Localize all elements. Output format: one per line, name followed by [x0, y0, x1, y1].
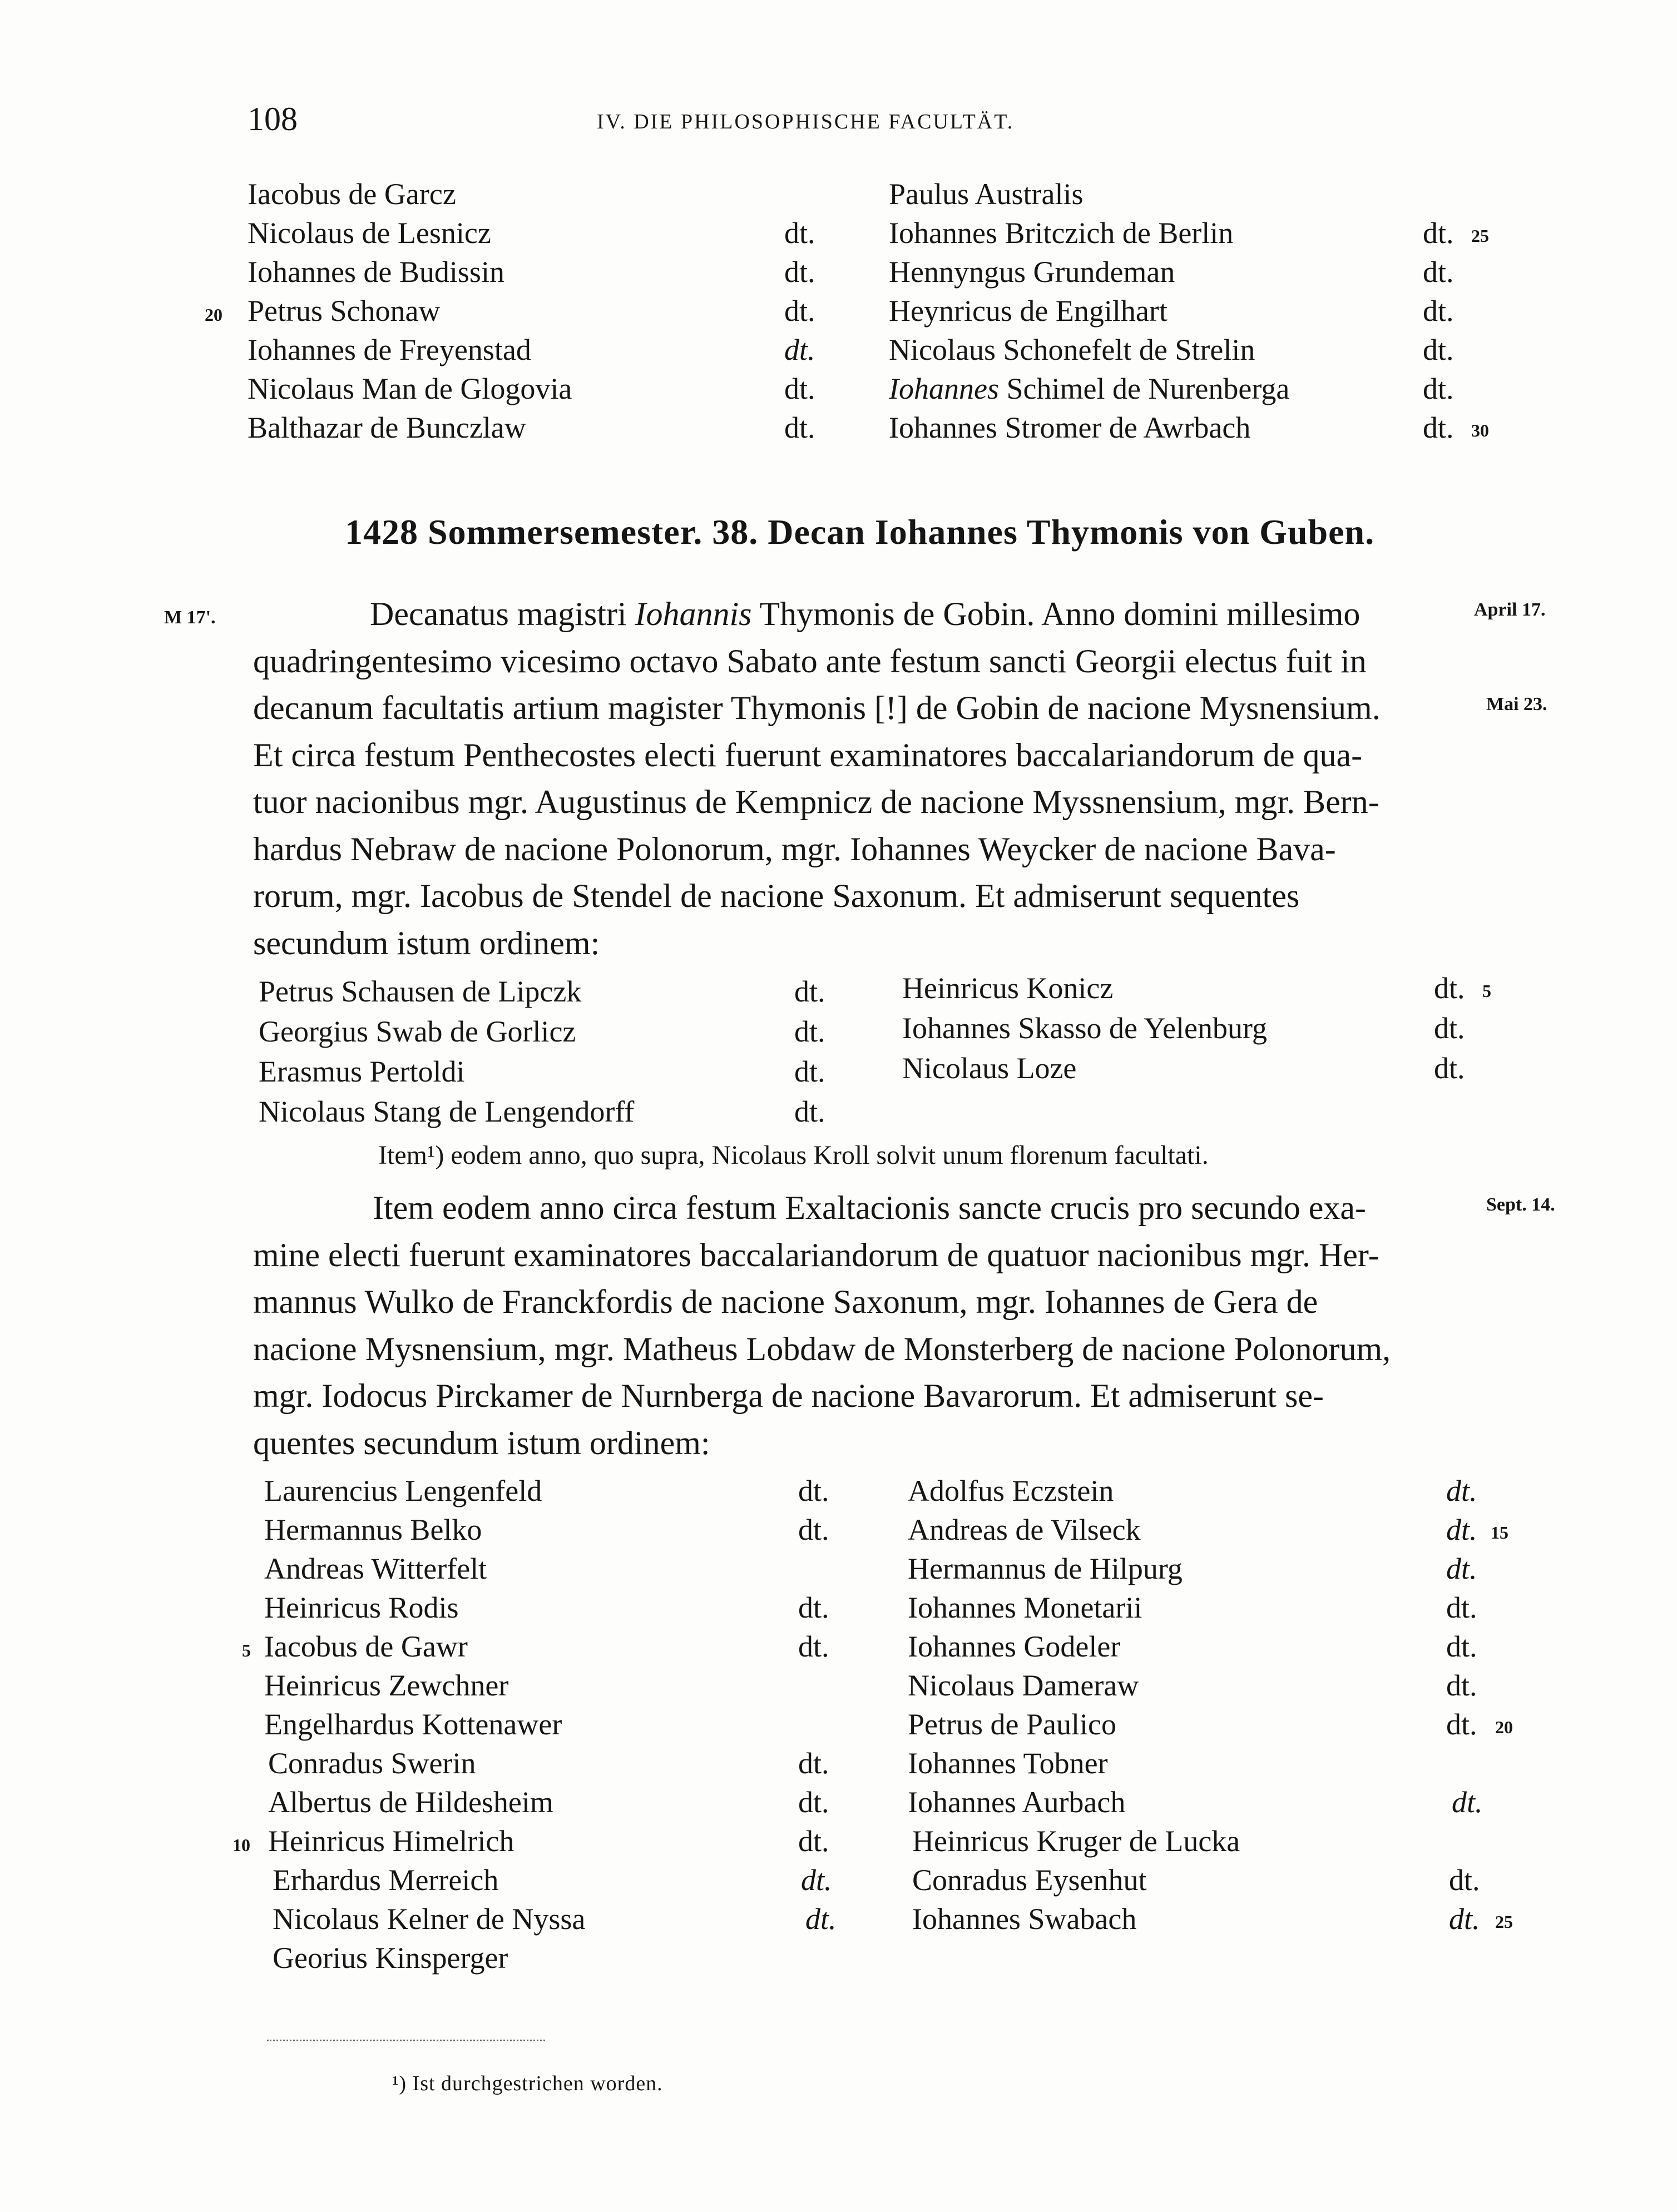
list-item: Nicolaus Dameraw — [908, 1669, 1139, 1702]
list-item-mark: dt. — [1423, 216, 1454, 250]
list-item-mark: dt. — [798, 1630, 829, 1663]
list-item: Georgius Swab de Gorlicz — [259, 1015, 576, 1048]
list-item: Balthazar de Bunczlaw — [248, 411, 526, 444]
line-number: 15 — [1491, 1522, 1508, 1543]
list-item: Heinricus Rodis — [264, 1591, 459, 1624]
list-item: Hermannus de Hilpurg — [908, 1552, 1183, 1585]
margin-date: April 17. — [1474, 599, 1546, 620]
paragraph — [253, 1184, 1474, 1466]
list-item: Iohannes Monetarii — [908, 1591, 1142, 1624]
line-number: 5 — [1482, 981, 1491, 1001]
list-item: Engelhardus Kottenawer — [264, 1708, 562, 1741]
list-item-mark: dt. — [1449, 1902, 1480, 1936]
list-item: Hermannus Belko — [264, 1513, 482, 1546]
list-item-mark: dt. — [798, 1786, 829, 1819]
list-item: Iohannes Stromer de Awrbach — [889, 411, 1251, 444]
list-item-mark: dt. — [1452, 1786, 1483, 1819]
list-item: Iacobus de Gawr — [264, 1630, 468, 1663]
list-item: Nicolaus Stang de Lengendorff — [259, 1095, 635, 1128]
list-item: Iacobus de Garcz — [248, 177, 456, 211]
list-item: Iohannes Skasso de Yelenburg — [902, 1011, 1267, 1045]
list-item-mark: dt. — [794, 1055, 825, 1088]
paragraph-line: Et circa festum Penthecostes electi fuerunt examinatores baccalariandorum de qua- — [253, 736, 1363, 773]
list-item-mark: dt. — [784, 372, 815, 405]
list-item-mark: dt. — [1446, 1513, 1477, 1546]
paragraph-line: mgr. Iodocus Pirckamer de Nurnberga de nacione Bavarorum. Et admiserunt se- — [253, 1377, 1324, 1414]
paragraph-line: decanum facultatis artium magister Thymonis [!] de Gobin de nacione Mysnensium. — [253, 690, 1381, 726]
list-item: Andreas Witterfelt — [264, 1552, 487, 1585]
list-item: Hennyngus Grundeman — [889, 255, 1175, 289]
line-number: 25 — [1471, 226, 1489, 246]
list-item: Laurencius Lengenfeld — [264, 1474, 542, 1507]
margin-note-left: M 17'. — [164, 607, 216, 628]
list-item-mark: dt. — [784, 255, 815, 289]
list-item: Iohannes Swabach — [912, 1902, 1137, 1936]
list-item: Nicolaus Schonefelt de Strelin — [889, 333, 1255, 366]
list-item: Paulus Australis — [889, 177, 1084, 211]
running-title: IV. DIE PHILOSOPHISCHE FACULTÄT. — [597, 110, 1015, 133]
list-item-mark: dt. — [1446, 1552, 1477, 1585]
paragraph-line: Item eodem anno circa festum Exaltacionis sancte crucis pro secundo exa- — [373, 1189, 1366, 1226]
list-item: Heinricus Himelrich — [268, 1824, 515, 1858]
paragraph-line: secundum istum ordinem: — [253, 924, 600, 961]
margin-date: Sept. 14. — [1486, 1194, 1555, 1215]
list-item: Erasmus Pertoldi — [259, 1055, 465, 1088]
list-item-mark: dt. — [1446, 1591, 1477, 1624]
list-item: Iohannes de Budissin — [248, 255, 504, 289]
list-item-mark: dt. — [805, 1902, 837, 1936]
line-number: 10 — [232, 1835, 250, 1855]
list-item-mark: dt. — [784, 216, 815, 250]
line-number: 20 — [1495, 1717, 1513, 1737]
list-item — [889, 371, 1289, 406]
section-heading: 1428 Sommersemester. 38. Decan Iohannes Thymonis von Guben. — [345, 512, 1375, 552]
list-item: Heinricus Konicz — [902, 971, 1114, 1005]
page-number: 108 — [248, 101, 298, 137]
line-number: 5 — [242, 1640, 251, 1660]
footnote: ¹) Ist durchgestrichen worden. — [392, 2072, 663, 2095]
paragraph-line: quadringentesimo vicesimo octavo Sabato ante festum sancti Georgii electus fuit in — [253, 642, 1367, 680]
margin-date: Mai 23. — [1486, 694, 1547, 715]
line-number: 20 — [205, 305, 222, 325]
list-item: Nicolaus Man de Glogovia — [248, 372, 572, 405]
list-item-mark: dt. — [798, 1513, 829, 1546]
list-item-mark: dt. — [1434, 971, 1465, 1005]
list-item: Adolfus Eczstein — [908, 1474, 1114, 1507]
footnote-separator — [267, 2040, 545, 2041]
list-item-mark: dt. — [1423, 255, 1454, 289]
paragraph-line: hardus Nebraw de nacione Polonorum, mgr. Iohannes Weycker de nacione Bava- — [253, 830, 1336, 867]
list-item: Conradus Eysenhut — [912, 1863, 1147, 1897]
line-number: 25 — [1495, 1912, 1513, 1932]
list-item-mark: dt. — [1449, 1863, 1480, 1897]
list-item: Georius Kinsperger — [273, 1941, 508, 1975]
paragraph-line: tuor nacionibus mgr. Augustinus de Kempnicz de nacione Myssnensium, mgr. Bern- — [253, 783, 1379, 820]
list-item-italic: Iohannes — [889, 372, 999, 405]
list-item-mark: dt. — [1446, 1474, 1477, 1507]
list-item-mark: dt. — [798, 1474, 829, 1507]
note-line: Item¹) eodem anno, quo supra, Nicolaus Kroll solvit unum florenum facultati. — [378, 1140, 1209, 1170]
list-item: Erhardus Merreich — [273, 1863, 499, 1897]
list-item: Andreas de Vilseck — [908, 1513, 1141, 1546]
list-item: Conradus Swerin — [268, 1747, 476, 1780]
list-item-mark: dt. — [1423, 294, 1454, 328]
list-item-mark: dt. — [1446, 1708, 1477, 1741]
list-item: Petrus Schonaw — [248, 294, 441, 328]
list-item: Nicolaus Kelner de Nyssa — [273, 1902, 586, 1936]
list-item: Iohannes de Freyenstad — [248, 333, 531, 366]
list-item: Petrus de Paulico — [908, 1708, 1116, 1741]
line-number: 30 — [1471, 420, 1489, 440]
list-item: Heinricus Zewchner — [264, 1669, 509, 1702]
list-item-mark: dt. — [1446, 1630, 1477, 1663]
list-item-mark: dt. — [798, 1747, 829, 1780]
list-item: Iohannes Aurbach — [908, 1786, 1126, 1819]
list-item: Nicolaus Loze — [902, 1052, 1077, 1085]
list-item-mark: dt. — [1423, 372, 1454, 405]
list-item-mark: dt. — [794, 975, 825, 1008]
list-item: Heynricus de Engilhart — [889, 294, 1168, 328]
list-item-mark: dt. — [1446, 1669, 1477, 1702]
list-item-mark: dt. — [1423, 333, 1454, 366]
list-item-mark: dt. — [784, 411, 815, 444]
paragraph-line: nacione Mysnensium, mgr. Matheus Lobdaw de Monsterberg de nacione Polonorum, — [253, 1330, 1391, 1367]
paragraph-line: quentes secundum istum ordinem: — [253, 1424, 710, 1461]
list-item-mark: dt. — [801, 1863, 832, 1897]
paragraph-line: mannus Wulko de Franckfordis de nacione Saxonum, mgr. Iohannes de Gera de — [253, 1283, 1318, 1320]
list-item-mark: dt. — [798, 1591, 829, 1624]
list-item-mark: dt. — [784, 333, 815, 366]
list-item: Iohannes Godeler — [908, 1630, 1121, 1663]
list-item-mark: dt. — [1434, 1011, 1465, 1045]
paragraph — [253, 591, 1474, 966]
list-item: Nicolaus de Lesnicz — [248, 216, 491, 250]
list-item-mark: dt. — [794, 1015, 825, 1048]
paragraph-line: rorum, mgr. Iacobus de Stendel de nacione Saxonum. Et admiserunt sequentes — [253, 877, 1300, 914]
list-item-mark: dt. — [1423, 411, 1454, 444]
paragraph-line: Decanatus magistri Iohannis Thymonis de Gobin. Anno domini millesimo — [370, 596, 1361, 632]
list-item-mark: dt. — [1434, 1052, 1465, 1085]
list-item: Heinricus Kruger de Lucka — [912, 1824, 1240, 1858]
list-item-mark: dt. — [784, 294, 815, 328]
list-item-mark: dt. — [794, 1095, 825, 1128]
list-item-mark: dt. — [798, 1824, 829, 1858]
paragraph-line: mine electi fuerunt examinatores baccalariandorum de quatuor nacionibus mgr. Her- — [253, 1236, 1379, 1273]
list-item: Albertus de Hildesheim — [268, 1786, 553, 1819]
list-item: Iohannes Tobner — [908, 1747, 1108, 1780]
list-item-rest: Schimel de Nurenberga — [998, 372, 1290, 405]
list-item: Petrus Schausen de Lipczk — [259, 975, 582, 1008]
list-item: Iohannes Britczich de Berlin — [889, 216, 1234, 250]
